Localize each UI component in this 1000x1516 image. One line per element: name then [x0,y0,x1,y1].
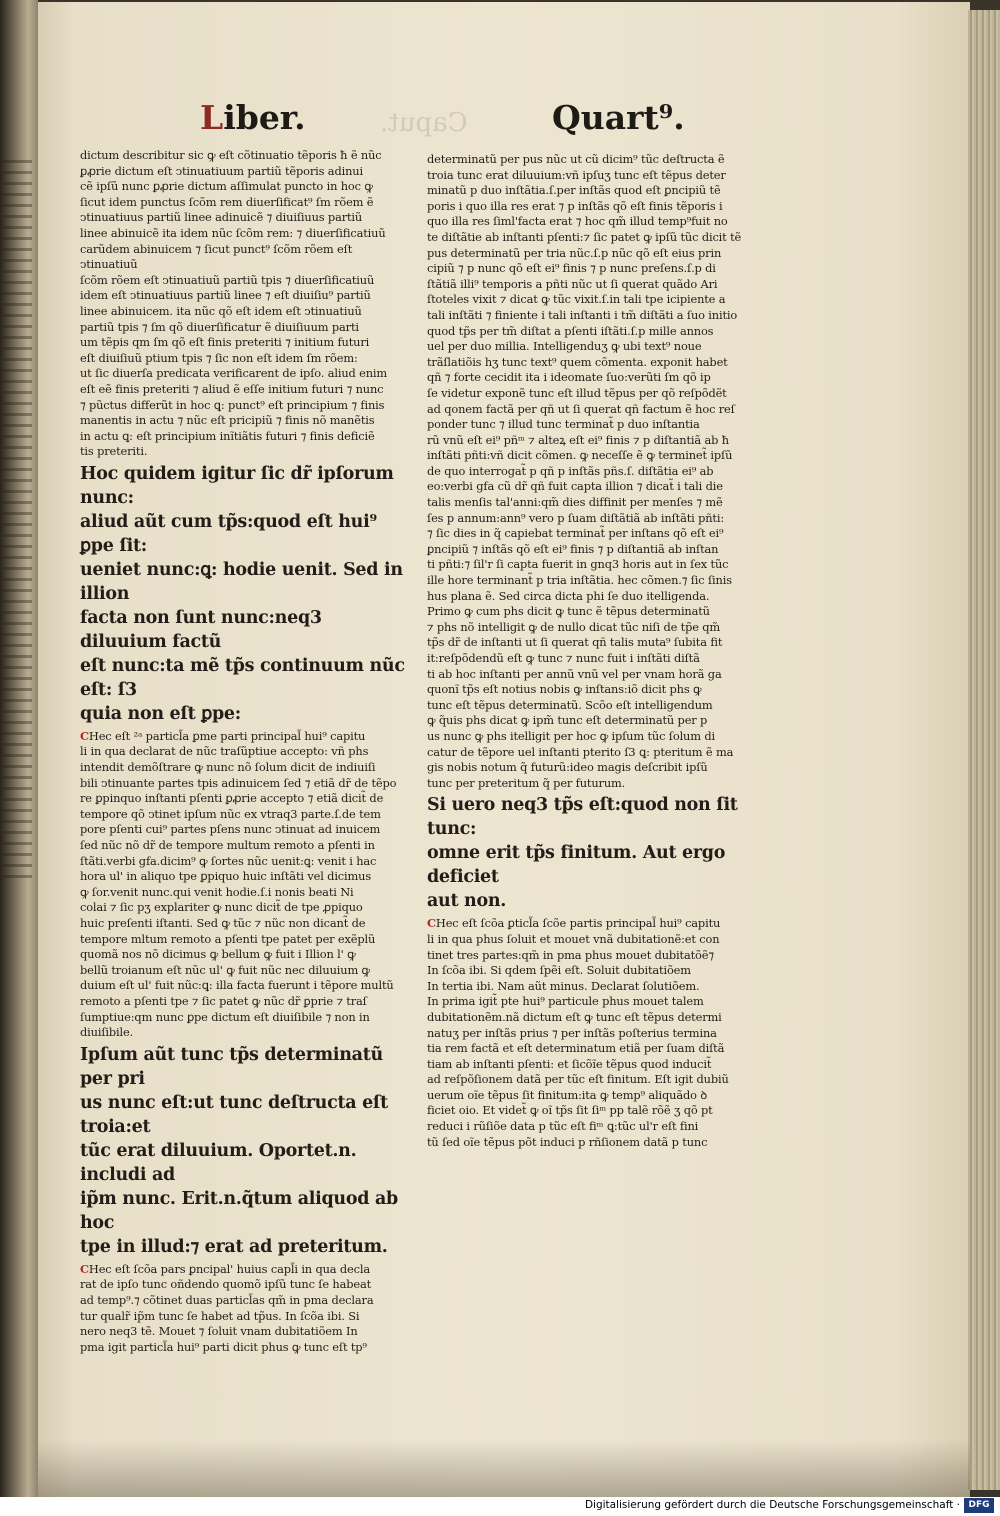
left-page-edge [0,0,38,1497]
commentary-block: determinatũ per pus nũc ut cũ dicim⁹ tũc deſtructa ẽ troia tunc erat diluuium:vñ ipſuʒ tunc eſt tẽpus deter minatũ p duo inſtãtia.ſ.per inſtãs quod eſt ꝑncipiũ tẽ poris i quo illa res erat ⁊ p inſtãs qõ eſt finis tẽporis i quo illa res ſiml'facta erat ⁊ hoc qm̃ illud temp⁹fuit no te diſtãtie ab inſtanti pſenti:⁊ ſic patet ꝙ ipſũ tũc dicit tẽ pus determinatũ per tria nũc.ſ.p nũc qõ eſt eius prin cipiũ ⁊ p nunc qõ eſt ei⁹ finis ⁊ p nunc preſens.ſ.p di ſtãtiã illi⁹ temporis a pñti nũc ut ſi querat quãdo Ari ſtoteles vixit ⁊ dicat ꝙ tũc vixit.ſ.in tali tpe icipiente a tali inſtãti ⁊ finiente i tali inſtanti i tm̃ diſtãti a ſuo initio quod tp̃s per tm̃ diſtat a pſenti iſtãti.ſ.p mille annos uel per duo millia. Intelligenduʒ ꝙ ubi text⁹ noue trãſlatiõis hʒ tunc text⁹ quem cõmenta. exponit habet qñ ⁊ forte cecidit ita i ideomate ſuo:verũti ſm qõ ip ſe videtur exponẽ tunc eſt illud tẽpus per qõ reſpõdẽt ad qonem factã per qñ ut ſi querat qñ factum ẽ hoc reſ ponder tunc ⁊ illud tunc terminat̃ p duo inſtantia rũ vnũ eſt ei⁹ pñᵐ ⁊ alteꝝ eſt ei⁹ finis ⁊ p diſtantiã ab ħ inſtãti pñti:vñ dicit cõmen. ꝙ neceſſe ẽ ꝙ terminet̃ ipſũ de quo interrogat̃ p qñ p inſtãs pñs.ſ. diſtãtia ei⁹ ab eo:verbi gfa cũ dr̃ qñ fuit capta illion ⁊ dicat̃ i tali die talis menſis tal'anni:qm̃ dies diffinit per menſes ⁊ mẽ ſes p annum:ann⁹ vero p ſuam diſtãtiã ab inſtãti pñti: ⁊ ſic dies in q̃ capiebat terminat̃ per inſtans qõ eſt ei⁹ ꝑncipiũ ⁊ inſtãs qõ eſt ei⁹ finis ⁊ p diſtantiã ab inſtan ti pñti:⁊ ſil'r ſi capta fuerit in gnq3 horis aut in ſex tũc ille hore terminant̃ p tria inſtãtia. hec cõmen.⁊ ſic ſinis hus plana ẽ. Sed circa dicta phi ſe duo itelligenda. Primo ꝙ cum phs dicit ꝙ tunc ẽ tẽpus determinatũ ⁊ phs nõ intelligit ꝙ de nullo dicat tũc niſi de tp̃e qm̃ tp̃s dr̃ de inſtanti ut ſi querat qñ talis muta⁹ ſubita fit it:reſpõdendũ eſt ꝙ tunc ⁊ nunc fuit i inſtãti diſtã ti ab hoc inſtanti per annũ vnũ vel per vnam horã ga quonĩ tp̃s eſt notius nobis ꝙ inſtans:iõ dicit phs ꝙ tunc eſt tẽpus determinatũ. Scõo eſt intelligendum ꝙ q̃uis phs dicat ꝙ ipm̃ tunc eſt determinatũ per p us nunc ꝙ phs itelligit per hoc ꝙ ipſum tũc ſolum di catur de tẽpore uel inſtanti pterito ſ3 ꝗ: pteritum ẽ ma gis nobis notum q̃ futurũ:ideo magis deſcribit ipſũ tunc per preteritum q̃ per futurum. [427,152,742,790]
running-head-left-rest: iber. [223,98,306,137]
fore-edge [968,10,1000,1490]
running-head-right [552,98,685,137]
commentary-text: Hec eſt ſcõa pars ꝑncipal' huius capl̃i in qua decla rat de ipſo tunc oñdendo quomõ ipſũ tunc ſe habeat ad temp⁹.⁊ cõtinet duas particl̃as qm̃ in pma declara tur qualr̃ ip̃m tunc ſe habet ad tp̃us. In ſcõa ibi. Si nero neq3 tẽ. Mouet ⁊ ſoluit vnam dubitatiõem In pma igit particl̃a hui⁹ parti dicit phus ꝙ tunc eſt tp⁹ [80,1261,374,1354]
funding-credit: Digitalisierung gefördert durch die Deutsche Forschungsgemeinschaft · [584,1499,960,1511]
aristotle-text-block: Ipſum aũt tunc tp̃s determinatũ per pri us nunc eſt:ut tunc deſtructa eſt troia:et tũc erat diluuium. Oportet.n. includi ad ip̃m nunc. Erit.n.q̃tum aliquod ab hoc tpe in illud:⁊ erat ad preteritum. [80,1044,398,1257]
aristotle-text-block: Hoc quidem igitur ſic dr̃ ipſorum nunc: aliud aũt cum tp̃s:quod eſt hui⁹ ꝑpe ſit: ueniet nunc:ꝗ: hodie uenit. Sed in illion facta non ſunt nunc:neq3 diluuium factũ eſt nunc:ta mẽ tp̃s continuum nũc eſt: ſ3 quia non eſt ꝑpe: [80,463,405,724]
commentary-text: Hec eſt ſcõa ꝑticl̃a ſcõe partis principal̃ hui⁹ capitu li in qua phus ſoluit et mouet vnã dubitationẽ:et con tinet tres partes:qm̃ in pma phus mouet dubitatõẽ⁊ In ſcõa ibi. Si qdem ſpẽi eſt. Soluit dubitatiõem In tertia ibi. Nam aũt minus. Declarat ſolutiõem. In prima igit̃ pte hui⁹ particule phus mouet talem dubitationẽm.nã dictum eſt ꝙ tunc eſt tẽpus determi natuʒ per inſtãs prius ⁊ per inſtãs poſterius termina tia rem factã et eſt determinatum etiã per ſuam diſtã tiam ab inſtanti pſenti: et ſicõĩe tẽpus quod inducit̃ ad reſpõſionem datã per tũc eſt finitum. Eſt igit dubiũ uerum oĩe tẽpus ſit finitum:ita ꝙ temp⁹ aliquãdo ꝺ ficiet oio. Et videt̃ ꝙ oĩ tp̃s ſit ſiᵐ pp talẽ rõẽ ʒ qõ pt reduci i rũſiõe data p tũc eſt fiᵐ ꝗ:tũc ul'r eſt fini tũ ſed oĩe tẽpus põt induci p rñſionem datã p tunc [427,916,729,1149]
paragraph-mark: C [80,1261,89,1276]
commentary-block [427,916,772,1150]
commentary-block: dictum describitur sic ꝙ eſt cõtinuatio tẽporis ħ ẽ nũc ꝑꝓrie dictum eſt ↄtinuatiuum partiũ tẽporis adinui cẽ ipſũ nunc ꝑꝓrie dictum aſſimulat puncto in hoc ꝙ ſicut idem punctus ſcõm rem diuerſificat⁹ ſm rõem ẽ ↄtinuatiuus partiũ linee adinuicẽ ⁊ diuiſiuus partiũ linee abinuicẽ ita idem nũc ſcõm rem: ⁊ diuerſificatiuũ carũdem abinuicem ⁊ ſicut punct⁹ ſcõm rõem eſt ↄtinuatiuũ ſcõm rõem eſt ↄtinuatiuũ partiũ tpis ⁊ diuerſificatiuũ idem eſt ↄtinuatiuus partiũ linee ⁊ eſt diuiſiu⁹ partiũ linee abinuicem. ita nũc qõ eſt idem eſt ↄtinuatiuũ partiũ tpis ⁊ ſm qõ diuerſificatur ẽ diuiſiuum parti um tẽpis qm ſm qõ eſt finis preteriti ⁊ initium futuri eſt diuiſiuũ ptium tpis ⁊ ſic non eſt idem ſm rõem: ut ſic diuerſa predicata verificarent de ipſo. aliud enim eſt eẽ finis preteriti ⁊ aliud ẽ eſſe initium futuri ⁊ nunc ⁊ pũctus differũt in hoc ꝗ: punct⁹ eſt principium ⁊ finis manentis in actu ⁊ nũc eſt pricipiũ ⁊ finis nõ manẽtis in actu ꝗ: eſt principium inĩtiãtis futuri ⁊ finis deficiẽ tis preteriti. [80,148,388,459]
page-shadow [38,1440,970,1497]
dfg-logo: DFG [964,1498,994,1513]
show-through-ghost-text: Caput. [380,108,468,138]
running-head-right-rest: uart⁹. [580,98,685,137]
right-column [427,152,772,1150]
commentary-text: Hec eſt ²ᵃ particl̃a ꝑme parti principal̃ hui⁹ capitu li in qua declarat de nũc traſũptiue accepto: vñ phs intendit demõſtrare ꝙ nunc nõ ſolum dicit de indiuiſi bili ↄtinuante partes tpis adinuicem ſed ⁊ etiã dr̃ de tẽpo re ꝑpinquo inſtanti pſenti ꝑꝓrie accepto ⁊ etiã dicit̃ de tempore qõ ↄtinet ipſum nũc ex vtraq3 parte.ſ.de tem pore pſenti cui⁹ partes pſens nunc ↄtinuat ad inuicem ſed nũc nõ dr̃ de tempore multum remoto a pſenti in ſtãti.verbi gfa.dicim⁹ ꝙ ſortes nũc uenit:ꝗ: venit i hac hora ul' in aliquo tpe ꝑpiquo huic inſtãti vel dicimus ꝙ ſor.venit nunc.qui venit hodie.ſ.i nonis beati Ni colai ⁊ ſic pʒ explariter ꝙ nunc dicit̃ de tpe ꝓpiquo huic preſenti iſtanti. Sed ꝙ tũc ⁊ nũc non dicant̃ de tempore mltum remoto a pſenti tpe patet per exẽplũ quomã nos nõ dicimus ꝙ bellum ꝙ fuit i Illion l' ꝙ bellũ troianum eſt nũc ul' ꝙ fuit nũc nec diluuium ꝙ duium eſt ul' fuit nũc:ꝗ: illa facta fuerunt i tẽpore multũ remoto a pſenti tpe ⁊ ſic patet ꝙ nũc dr̃ ꝑprie ⁊ traſ ſumptiue:qm nunc ꝑpe dictum eſt diuiſibile ⁊ non in diuiſibile. [80,728,397,1040]
footer-bar [0,1497,1000,1516]
running-head-left-initial: L [200,98,224,137]
paragraph-mark: C [80,728,89,743]
commentary-block [80,1262,410,1356]
paragraph-mark: C [427,916,436,931]
running-head-left [200,98,306,137]
left-page-text-fragment [2,160,32,880]
left-column [80,148,410,1355]
aristotle-text-block: Si uero neq3 tp̃s eſt:quod non ſit tunc: omne erit tp̃s finitum. Aut ergo deficiet aut non. [427,795,738,912]
commentary-block [80,729,410,1041]
running-head-right-initial: Q [552,98,581,137]
